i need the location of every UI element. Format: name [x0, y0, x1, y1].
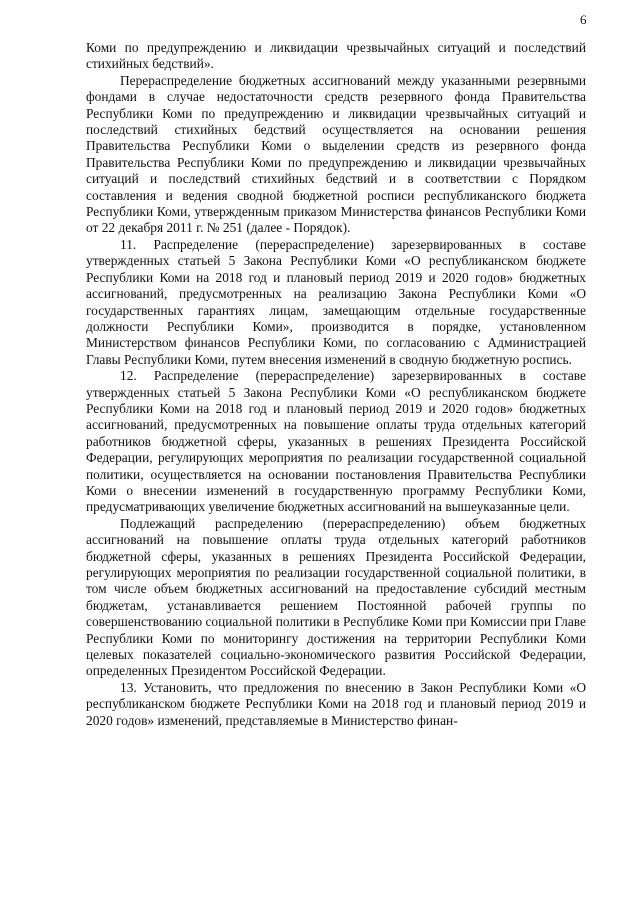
paragraph-item-12: 12. Распределение (перераспределение) зарезервированных в составе утвержденных статьей 5 Закона Республики Коми «О республиканском бюджете Республики Коми на 2018 год и плановый период 2019 и 2020 годов» бюджетных ассигнований, предусмотренных на повышение оплаты труда отдельных категорий работников бюджетной сферы, указанных в решениях Президента Российской Федерации, регулирующих мероприятия по реализации государственной социальной политики, осуществляется на основании постановления Правительства Республики Коми о внесении изменений в государственную программу Республики Коми, предусматривающих увеличение бюджетных ассигнований на вышеуказанные цели.	[86, 368, 586, 515]
document-body	[86, 40, 586, 729]
paragraph-allocation-volume: Подлежащий распределению (перераспределению) объем бюджетных ассигнований на повышение оплаты труда отдельных категорий работников бюджетной сферы, указанных в решениях Президента Российской Федерации, регулирующих мероприятия по реализации государственной социальной политики, в том числе объем бюджетных ассигнований на предоставление субсидий местным бюджетам, устанавливается решением Постоянной рабочей группы по совершенствованию социальной политики в Республике Коми при Комиссии при Главе Республики Коми по мониторингу достижения на территории Республики Коми целевых показателей социально-экономического развития Российской Федерации, определенных Президентом Российской Федерации.	[86, 515, 586, 679]
paragraph-reserve-redistribution: Перераспределение бюджетных ассигнований между указанными резервными фондами в случае недостаточности средств резервного фонда Правительства Республики Коми по предупреждению и ликвидации чрезвычайных ситуаций и последствий стихийных бедствий осуществляется на основании решения Правительства Республики Коми о выделении средств из резервного фонда Правительства Республики Коми по предупреждению и ликвидации чрезвычайных ситуаций и последствий стихийных бедствий и в соответствии с Порядком составления и ведения сводной бюджетной росписи республиканского бюджета Республики Коми, утвержденным приказом Министерства финансов Республики Коми от 22 декабря 2011 г. № 251 (далее - Порядок).	[86, 72, 586, 236]
paragraph-item-11: 11. Распределение (перераспределение) зарезервированных в составе утвержденных статьей 5 Закона Республики Коми «О республиканском бюджете Республики Коми на 2018 год и плановый период 2019 и 2020 годов» бюджетных ассигнований, предусмотренных на реализацию Закона Республики Коми «О государственных гарантиях лицам, замещающим отдельные государственные должности Республики Коми», производится в порядке, установленном Министерством финансов Республики Коми, по согласованию с Администрацией Главы Республики Коми, путем внесения изменений в сводную бюджетную роспись.	[86, 236, 586, 367]
paragraph-continuation: Коми по предупреждению и ликвидации чрезвычайных ситуаций и последствий стихийных бедствий».	[86, 40, 586, 72]
paragraph-item-13: 13. Установить, что предложения по внесению в Закон Республики Коми «О республиканском бюджете Республики Коми на 2018 год и плановый период 2019 и 2020 годов» изменений, представляемые в Министерство финан-	[86, 679, 586, 728]
page-number: 6	[580, 12, 587, 27]
